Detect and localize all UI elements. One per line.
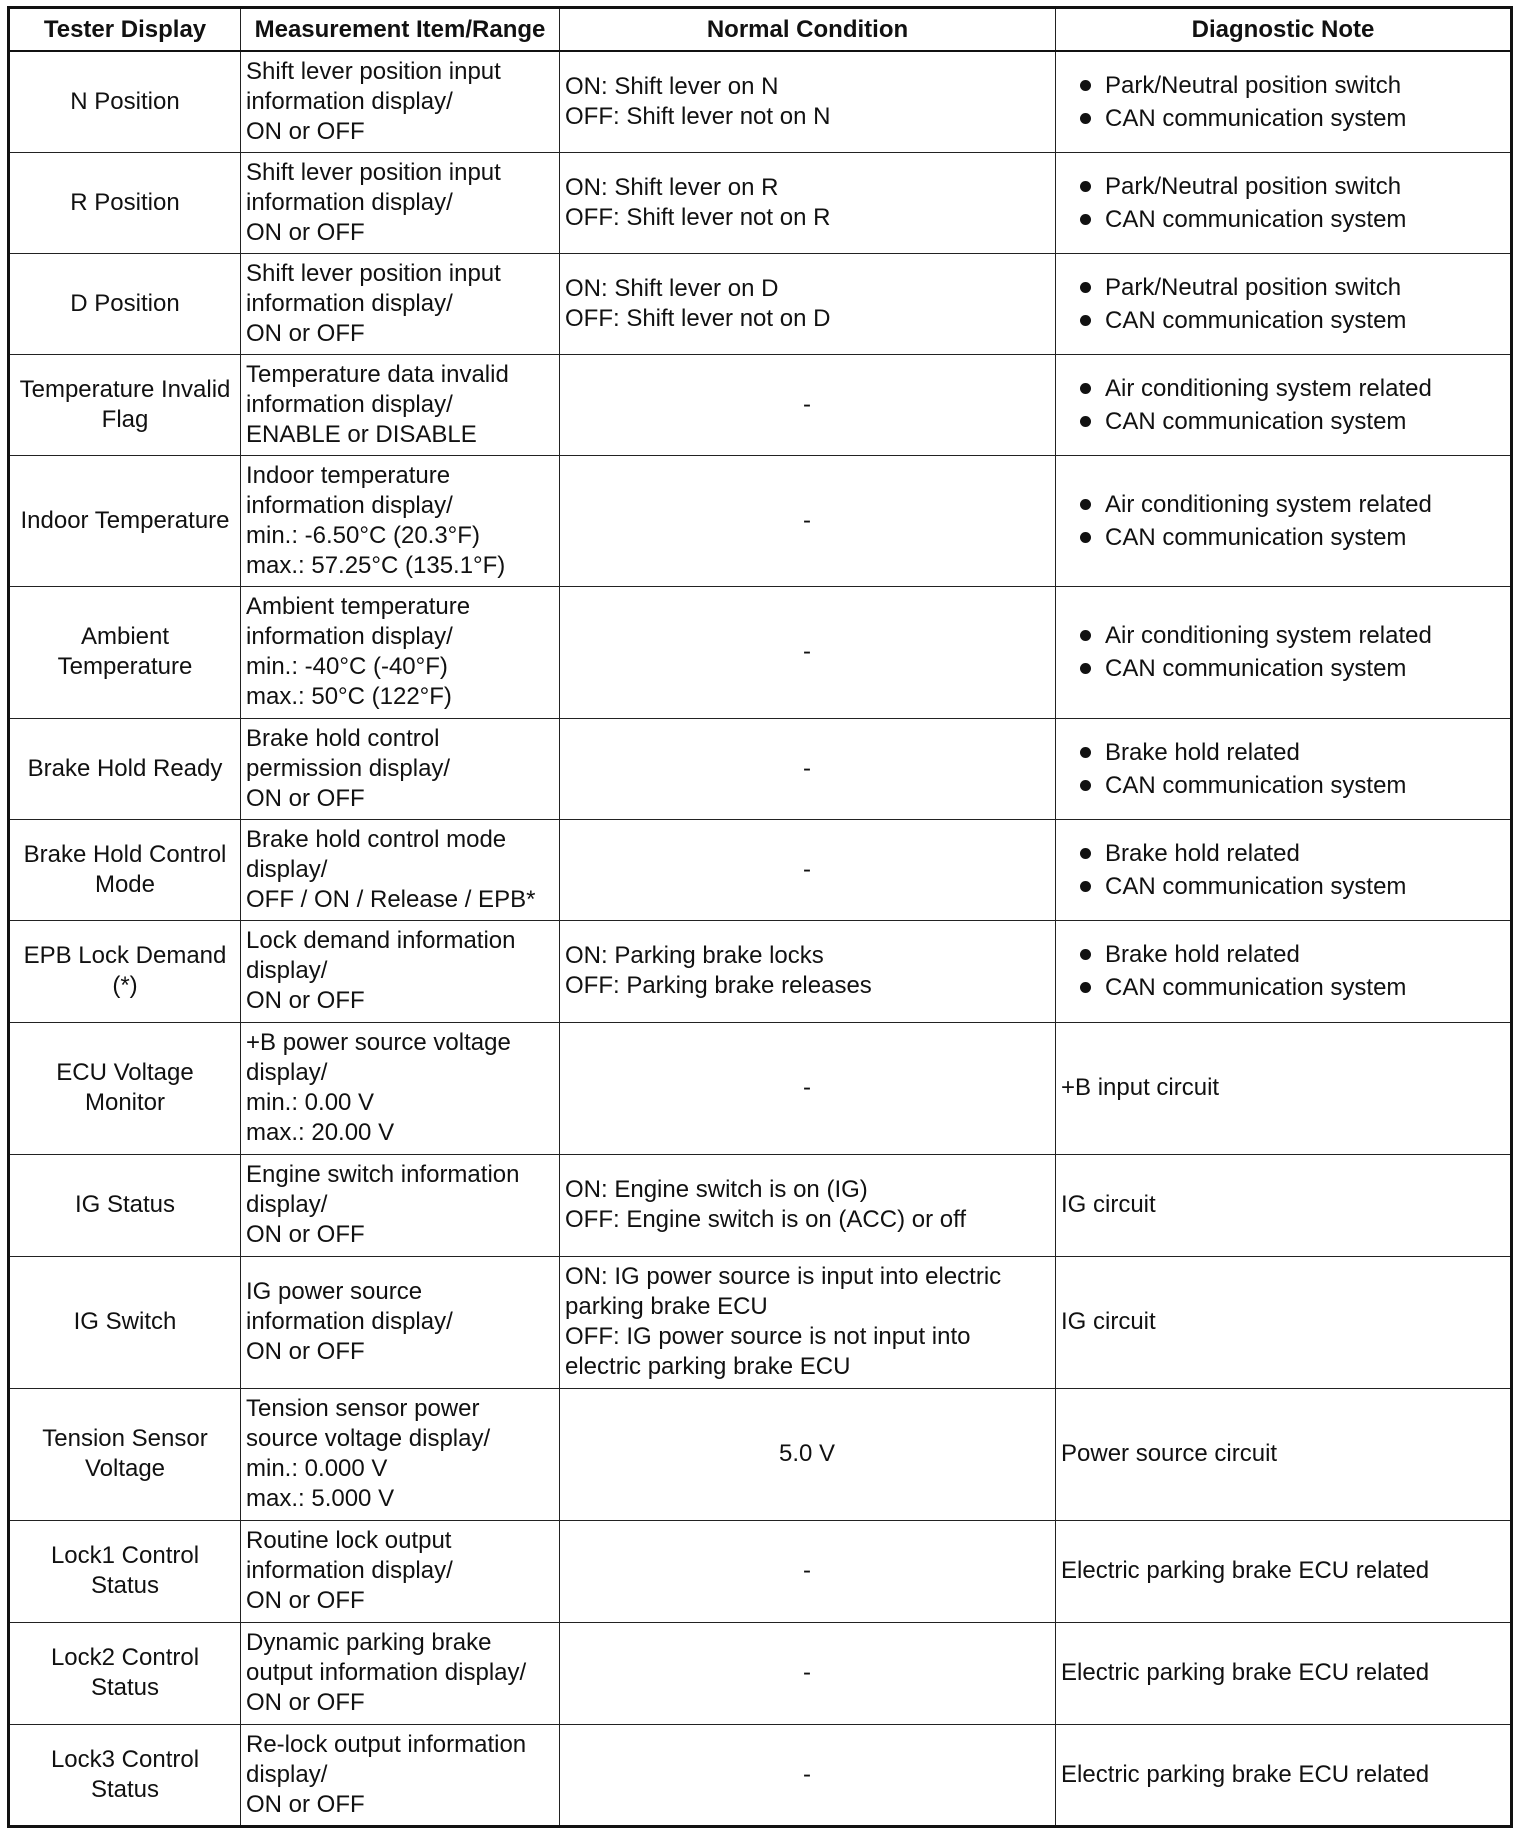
tester-display-text: Status [90, 1775, 160, 1803]
measurement-item-text: Routine lock output [246, 1527, 452, 1554]
table-row [9, 1256, 1512, 1388]
normal-condition-text: ON: Engine switch is on (IG) [565, 1176, 868, 1203]
bullet-icon [1080, 181, 1091, 192]
list-item [1061, 837, 1504, 870]
measurement-item-text: ON or OFF [246, 987, 365, 1014]
tester-display-text: Lock1 Control [50, 1542, 200, 1569]
tester-display-cell [9, 354, 241, 455]
diagnostic-note-text: Brake hold related [1105, 738, 1300, 766]
normal-condition-text: - [803, 1659, 811, 1686]
measurement-item-text: information display/ [246, 390, 453, 418]
bullet-icon [1080, 949, 1091, 960]
list-item [1061, 769, 1504, 802]
list-item [1061, 203, 1504, 236]
normal-condition-text: OFF: Parking brake releases [565, 972, 872, 999]
measurement-item-cell [241, 920, 560, 1022]
measurement-item-text: information display/ [246, 1308, 453, 1335]
diagnostic-note-text: CAN communication system [1105, 523, 1407, 551]
list-item [1061, 488, 1504, 521]
tester-display-text: Flag [101, 405, 149, 433]
measurement-item-text: Dynamic parking brake [246, 1629, 492, 1656]
table-header-row [9, 8, 1512, 52]
diagnostic-note-list [1061, 938, 1504, 1004]
diagnostic-note-text: CAN communication system [1105, 974, 1407, 1001]
diagnostic-note-list [1061, 619, 1504, 685]
diagnostic-note-cell [1056, 1520, 1512, 1622]
measurement-item-text: ON or OFF [246, 1587, 365, 1614]
measurement-item-text: min.: 0.00 V [246, 1089, 375, 1116]
measurement-item-text: max.: 20.00 V [246, 1119, 395, 1146]
normal-condition-cell [560, 1520, 1056, 1622]
diagnostic-note-text: Power source circuit [1061, 1440, 1278, 1467]
list-item [1061, 652, 1504, 685]
normal-condition-text: - [803, 754, 811, 782]
normal-condition-text: ON: Shift lever on D [565, 274, 779, 302]
bullet-icon [1080, 214, 1091, 225]
list-item [1061, 521, 1504, 554]
diagnostic-note-list [1061, 69, 1504, 135]
tester-display-cell [9, 455, 241, 586]
list-item [1061, 405, 1504, 438]
measurement-item-cell [241, 1520, 560, 1622]
measurement-item-cell [241, 1388, 560, 1520]
measurement-item-text: Shift lever position input [246, 57, 501, 85]
measurement-item-text: ON or OFF [246, 1338, 365, 1365]
tester-display-text: Ambient [80, 623, 170, 650]
bullet-icon [1080, 848, 1091, 859]
measurement-item-text: max.: 57.25°C (135.1°F) [246, 551, 506, 579]
diagnostic-note-text: CAN communication system [1105, 104, 1407, 132]
list-item [1061, 971, 1504, 1004]
diagnostic-note-text: Air conditioning system related [1105, 622, 1432, 649]
measurement-item-cell [241, 354, 560, 455]
bullet-icon [1080, 113, 1091, 124]
normal-condition-cell [560, 455, 1056, 586]
normal-condition-text: ON: IG power source is input into electric [565, 1263, 1002, 1290]
normal-condition-cell [560, 586, 1056, 718]
diagnostic-note-text: Park/Neutral position switch [1105, 172, 1402, 200]
table-row [9, 51, 1512, 152]
diagnostic-note-cell [1056, 819, 1512, 920]
diagnostic-note-list [1061, 170, 1504, 236]
normal-condition-text: ON: Shift lever on N [565, 72, 779, 100]
measurement-item-text: information display/ [246, 1557, 453, 1584]
bullet-icon [1080, 780, 1091, 791]
diagnostic-note-list [1061, 372, 1504, 438]
normal-condition-text: - [803, 1074, 811, 1101]
diagnostic-note-cell [1056, 1724, 1512, 1826]
diagnostic-note-cell [1056, 718, 1512, 819]
bullet-icon [1080, 881, 1091, 892]
measurement-item-cell [241, 1724, 560, 1826]
tester-display-cell [9, 718, 241, 819]
tester-display-text: D Position [70, 289, 180, 317]
list-item [1061, 619, 1504, 652]
list-item [1061, 69, 1504, 102]
tester-display-text: Mode [94, 870, 156, 898]
measurement-item-text: ENABLE or DISABLE [246, 420, 477, 448]
measurement-item-cell [241, 819, 560, 920]
measurement-item-text: +B power source voltage [246, 1029, 511, 1056]
diagnostic-note-cell [1056, 51, 1512, 152]
measurement-item-cell [241, 1622, 560, 1724]
diagnostic-note-list [1061, 488, 1504, 554]
diagnostic-note-cell [1056, 354, 1512, 455]
measurement-item-text: ON or OFF [246, 1221, 365, 1248]
normal-condition-cell [560, 354, 1056, 455]
diagnostic-note-cell [1056, 1388, 1512, 1520]
normal-condition-text: ON: Shift lever on R [565, 173, 779, 201]
tester-display-text: Status [90, 1572, 160, 1599]
diagnostic-note-text: CAN communication system [1105, 306, 1407, 334]
measurement-item-text: ON or OFF [246, 319, 365, 347]
measurement-item-text: information display/ [246, 188, 453, 216]
diagnostic-note-cell [1056, 1256, 1512, 1388]
header-measurement-item: Measurement Item/Range [241, 8, 560, 52]
tester-display-text: Brake Hold Ready [27, 754, 223, 782]
measurement-item-text: OFF / ON / Release / EPB* [246, 885, 536, 913]
bullet-icon [1080, 630, 1091, 641]
bullet-icon [1080, 499, 1091, 510]
tester-display-text: Lock3 Control [50, 1745, 200, 1773]
tester-display-cell [9, 51, 241, 152]
normal-condition-cell [560, 1154, 1056, 1256]
tester-display-text: EPB Lock Demand [23, 942, 227, 969]
measurement-item-text: min.: -6.50°C (20.3°F) [246, 521, 480, 549]
measurement-item-text: Lock demand information [246, 927, 516, 954]
tester-display-cell [9, 1022, 241, 1154]
bullet-icon [1080, 982, 1091, 993]
normal-condition-text: electric parking brake ECU [565, 1353, 851, 1380]
list-item [1061, 304, 1504, 337]
measurement-item-text: information display/ [246, 623, 453, 650]
diagnostic-note-text: +B input circuit [1061, 1074, 1220, 1101]
tester-display-text: ECU Voltage [56, 1059, 194, 1086]
tester-display-cell [9, 1154, 241, 1256]
diagnostic-note-cell [1056, 920, 1512, 1022]
measurement-item-text: information display/ [246, 289, 453, 317]
measurement-item-text: Shift lever position input [246, 259, 501, 287]
normal-condition-cell [560, 152, 1056, 253]
bullet-icon [1080, 663, 1091, 674]
diagnostic-note-cell [1056, 253, 1512, 354]
diagnostic-note-cell [1056, 1154, 1512, 1256]
normal-condition-text: parking brake ECU [565, 1293, 768, 1320]
table-row [9, 152, 1512, 253]
table-row [9, 455, 1512, 586]
measurement-item-text: information display/ [246, 87, 453, 115]
list-item [1061, 372, 1504, 405]
header-normal-condition: Normal Condition [560, 8, 1056, 52]
measurement-item-text: max.: 50°C (122°F) [246, 683, 452, 710]
diagnostic-note-text: Electric parking brake ECU related [1061, 1760, 1430, 1788]
measurement-item-cell [241, 253, 560, 354]
diagnostic-note-text: Brake hold related [1105, 839, 1300, 867]
measurement-item-text: Brake hold control [246, 724, 440, 752]
table-row [9, 354, 1512, 455]
normal-condition-cell [560, 1622, 1056, 1724]
measurement-item-text: ON or OFF [246, 784, 365, 812]
diagnostic-note-text: Electric parking brake ECU related [1061, 1557, 1430, 1584]
normal-condition-text: OFF: Shift lever not on N [565, 102, 831, 130]
diagnostic-note-cell [1056, 1622, 1512, 1724]
measurement-item-text: Tension sensor power [246, 1395, 480, 1422]
measurement-item-text: display/ [246, 1059, 328, 1086]
table-row [9, 718, 1512, 819]
measurement-item-text: Indoor temperature [246, 461, 451, 489]
normal-condition-cell [560, 1022, 1056, 1154]
tester-display-cell [9, 152, 241, 253]
table-row [9, 1022, 1512, 1154]
diagnostic-note-text: CAN communication system [1105, 655, 1407, 682]
diagnostic-note-cell [1056, 1022, 1512, 1154]
measurement-item-cell [241, 1022, 560, 1154]
measurement-item-cell [241, 455, 560, 586]
measurement-item-text: Temperature data invalid [246, 360, 509, 388]
table-row [9, 1520, 1512, 1622]
diagnostic-note-text: CAN communication system [1105, 872, 1407, 900]
tester-display-text: Brake Hold Control [23, 840, 227, 868]
tester-display-cell [9, 1520, 241, 1622]
tester-display-cell [9, 819, 241, 920]
normal-condition-text: OFF: IG power source is not input into [565, 1323, 971, 1350]
normal-condition-text: - [803, 855, 811, 883]
normal-condition-text: - [803, 390, 811, 418]
measurement-item-text: min.: 0.000 V [246, 1455, 388, 1482]
measurement-item-text: Brake hold control mode [246, 825, 507, 853]
list-item [1061, 271, 1504, 304]
bullet-icon [1080, 532, 1091, 543]
tester-display-text: IG Status [74, 1191, 176, 1218]
measurement-item-text: source voltage display/ [246, 1425, 491, 1452]
measurement-item-text: information display/ [246, 491, 453, 519]
list-item [1061, 736, 1504, 769]
bullet-icon [1080, 282, 1091, 293]
tester-display-text: R Position [70, 188, 180, 216]
normal-condition-text: OFF: Engine switch is on (ACC) or off [565, 1206, 967, 1233]
bullet-icon [1080, 747, 1091, 758]
tester-display-cell [9, 253, 241, 354]
table-row [9, 1154, 1512, 1256]
tester-display-text: Temperature [57, 653, 193, 680]
diagnostic-note-text: Electric parking brake ECU related [1061, 1659, 1430, 1686]
measurement-item-text: display/ [246, 1191, 328, 1218]
diagnostic-note-text: Brake hold related [1105, 941, 1300, 968]
bullet-icon [1080, 80, 1091, 91]
list-item [1061, 938, 1504, 971]
table-row [9, 819, 1512, 920]
tester-display-text: (*) [112, 972, 138, 999]
tester-display-text: Voltage [84, 1455, 166, 1482]
diagnostic-note-text: IG circuit [1061, 1191, 1156, 1218]
tester-display-text: Lock2 Control [50, 1644, 200, 1671]
measurement-item-text: display/ [246, 957, 328, 984]
normal-condition-text: 5.0 V [778, 1440, 836, 1467]
measurement-item-cell [241, 1256, 560, 1388]
table-row [9, 1388, 1512, 1520]
tester-display-cell [9, 1724, 241, 1826]
measurement-item-text: Engine switch information [246, 1161, 520, 1188]
bullet-icon [1080, 383, 1091, 394]
list-item [1061, 102, 1504, 135]
table-body [9, 51, 1512, 1826]
normal-condition-text: - [803, 638, 811, 665]
diagnostic-note-text: Air conditioning system related [1105, 490, 1432, 518]
measurement-item-text: max.: 5.000 V [246, 1485, 395, 1512]
measurement-item-cell [241, 152, 560, 253]
measurement-item-text: ON or OFF [246, 1790, 365, 1818]
measurement-item-text: display/ [246, 855, 328, 883]
table-row [9, 253, 1512, 354]
measurement-item-text: min.: -40°C (-40°F) [246, 653, 448, 680]
normal-condition-cell [560, 51, 1056, 152]
tester-display-cell [9, 1622, 241, 1724]
measurement-item-cell [241, 1154, 560, 1256]
measurement-item-text: Shift lever position input [246, 158, 501, 186]
tester-display-text: IG Switch [73, 1308, 177, 1335]
normal-condition-text: OFF: Shift lever not on D [565, 304, 831, 332]
diagnostic-note-text: Park/Neutral position switch [1105, 71, 1402, 99]
tester-display-text: Tension Sensor [42, 1425, 208, 1452]
diagnostic-note-cell [1056, 152, 1512, 253]
normal-condition-cell [560, 1724, 1056, 1826]
tester-display-cell [9, 1388, 241, 1520]
measurement-item-text: Re-lock output information [246, 1730, 527, 1758]
table-row [9, 1622, 1512, 1724]
tester-data-table [7, 6, 1513, 1828]
measurement-item-text: Ambient temperature [246, 593, 471, 620]
measurement-item-cell [241, 718, 560, 819]
tester-display-text: Status [90, 1674, 160, 1701]
measurement-item-text: output information display/ [246, 1659, 527, 1686]
normal-condition-cell [560, 718, 1056, 819]
diagnostic-note-list [1061, 736, 1504, 802]
normal-condition-text: - [803, 1760, 811, 1788]
normal-condition-text: - [803, 1557, 811, 1584]
normal-condition-cell [560, 920, 1056, 1022]
normal-condition-text: OFF: Shift lever not on R [565, 203, 831, 231]
list-item [1061, 170, 1504, 203]
diagnostic-note-text: CAN communication system [1105, 407, 1407, 435]
bullet-icon [1080, 416, 1091, 427]
normal-condition-cell [560, 1256, 1056, 1388]
tester-display-text: Indoor Temperature [20, 506, 230, 534]
bullet-icon [1080, 315, 1091, 326]
normal-condition-cell [560, 253, 1056, 354]
measurement-item-cell [241, 51, 560, 152]
diagnostic-note-text: Park/Neutral position switch [1105, 273, 1402, 301]
measurement-item-text: permission display/ [246, 754, 451, 782]
diagnostic-note-cell [1056, 586, 1512, 718]
diagnostic-note-list [1061, 271, 1504, 337]
tester-display-cell [9, 586, 241, 718]
normal-condition-text: ON: Parking brake locks [565, 942, 824, 969]
normal-condition-text: - [803, 506, 811, 534]
diagnostic-note-text: Air conditioning system related [1105, 374, 1432, 402]
measurement-item-text: ON or OFF [246, 218, 365, 246]
diagnostic-note-text: CAN communication system [1105, 205, 1407, 233]
normal-condition-cell [560, 1388, 1056, 1520]
diagnostic-note-list [1061, 837, 1504, 903]
table-row [9, 1724, 1512, 1826]
measurement-item-text: IG power source [246, 1278, 423, 1305]
measurement-item-text: ON or OFF [246, 1689, 365, 1716]
tester-display-cell [9, 920, 241, 1022]
table-row [9, 920, 1512, 1022]
header-tester-display: Tester Display [9, 8, 241, 52]
tester-display-text: N Position [70, 87, 180, 115]
diagnostic-note-text: IG circuit [1061, 1308, 1156, 1335]
tester-display-text: Temperature Invalid [19, 375, 231, 403]
header-diagnostic-note: Diagnostic Note [1056, 8, 1512, 52]
measurement-item-text: display/ [246, 1760, 328, 1788]
tester-display-cell [9, 1256, 241, 1388]
diagnostic-note-cell [1056, 455, 1512, 586]
table-row [9, 586, 1512, 718]
list-item [1061, 870, 1504, 903]
measurement-item-cell [241, 586, 560, 718]
measurement-item-text: ON or OFF [246, 117, 365, 145]
tester-display-text: Monitor [84, 1089, 166, 1116]
diagnostic-note-text: CAN communication system [1105, 771, 1407, 799]
normal-condition-cell [560, 819, 1056, 920]
